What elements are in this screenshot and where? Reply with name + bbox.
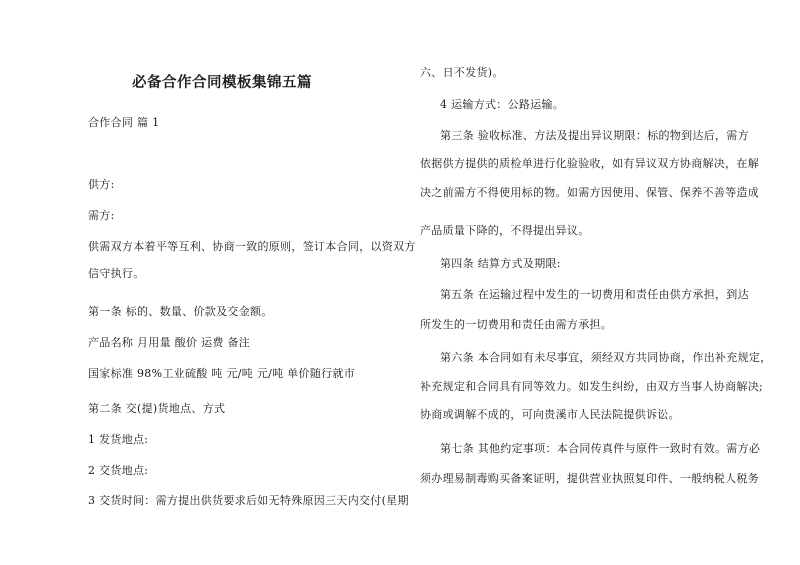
table-header-line: 产品名称 月用量 酸价 运费 备注 [88, 336, 251, 349]
document-title: 必备合作合同模板集锦五篇 [132, 74, 312, 91]
clause-heading: 第二条 交(提)货地点、方式 [88, 402, 226, 415]
paragraph-line: 依据供方提供的质检单进行化验验收，如有异议双方协商解决，在解 [420, 157, 759, 170]
paragraph-line: 须办理易制毒购买备案证明，提供营业执照复印件、一般纳税人税务 [420, 472, 759, 485]
section-heading: 合作合同 篇 1 [88, 116, 160, 129]
list-item: 4 运输方式：公路运输。 [440, 98, 565, 111]
paragraph-line: 决之前需方不得使用标的物。如需方因使用、保管、保养不善等造成 [420, 186, 759, 199]
paragraph-line: 所发生的一切费用和责任由需方承担。 [420, 318, 613, 331]
paragraph-line: 协商或调解不成的，可向贵溪市人民法院提供诉讼。 [420, 408, 680, 421]
paragraph-line: 六、日不发货)。 [420, 66, 504, 79]
list-item: 1 发货地点: [88, 433, 149, 446]
list-item: 2 交货地点: [88, 464, 149, 477]
clause-heading: 第六条 本合同如有未尽事宜，须经双方共同协商，作出补充规定， [440, 351, 772, 364]
clause-heading: 第三条 验收标准、方法及提出异议期限：标的物到达后，需方 [440, 129, 749, 142]
paragraph-line: 供需双方本着平等互利、协商一致的原则，签订本合同，以资双方 [88, 240, 416, 253]
buyer-label: 需方: [88, 209, 115, 222]
paragraph-line: 产品质量下降的，不得提出异议。 [420, 224, 590, 237]
list-item: 3 交货时间：需方提出供货要求后如无特殊原因三天内交付(星期 [88, 494, 409, 507]
clause-heading: 第七条 其他约定事项：本合同传真件与原件一致时有效。需方必 [440, 442, 761, 455]
clause-heading: 第一条 标的、数量、价款及交金额。 [88, 305, 273, 318]
paragraph-line: 补充规定和合同具有同等效力。如发生纠纷，由双方当事人协商解决; [420, 380, 764, 393]
paragraph-line: 信守执行。 [88, 267, 145, 280]
clause-heading: 第四条 结算方式及期限: [440, 257, 561, 270]
supplier-label: 供方: [88, 178, 115, 191]
table-row-line: 国家标准 98%工业硫酸 吨 元/吨 元/吨 单价随行就市 [88, 367, 356, 380]
clause-heading: 第五条 在运输过程中发生的一切费用和责任由供方承担，到达 [440, 288, 749, 301]
